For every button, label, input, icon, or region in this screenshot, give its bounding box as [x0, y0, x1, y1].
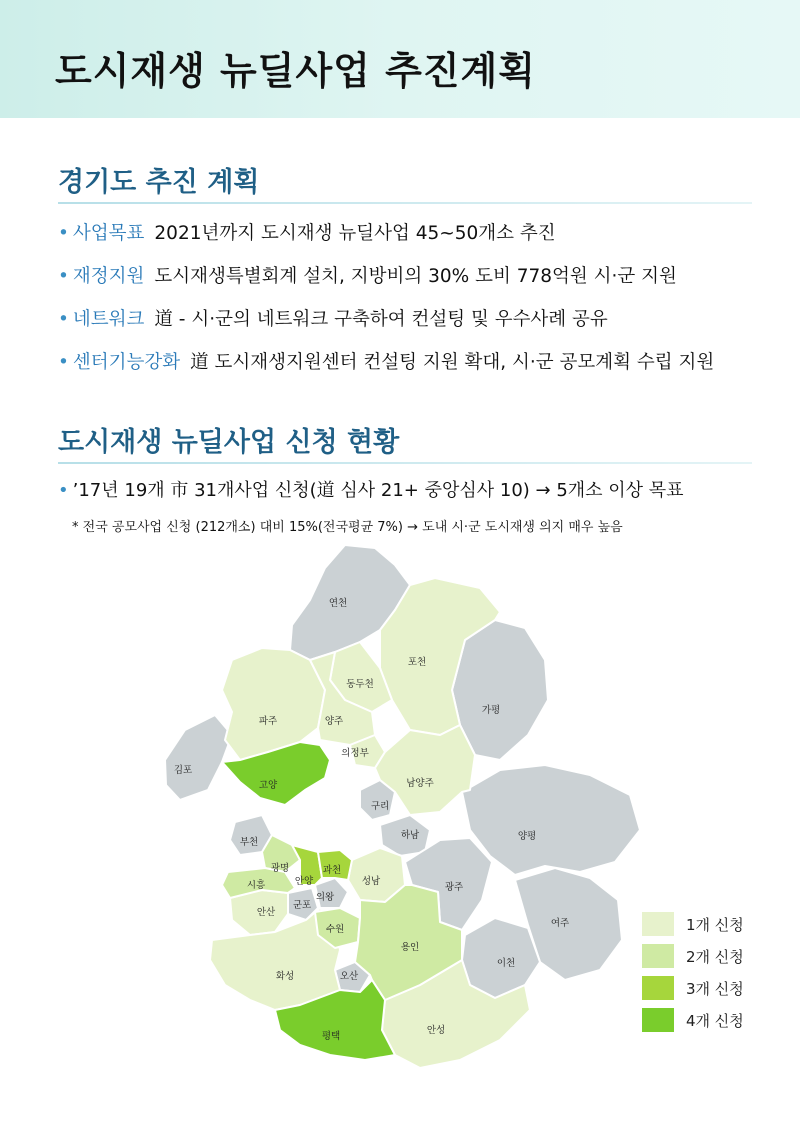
- header-banner: [0, 0, 800, 118]
- label-hanam: 하남: [400, 830, 420, 841]
- plan-item-label: 센터기능강화: [72, 352, 181, 373]
- legend-item: [642, 940, 744, 972]
- gyeonggi-map: [160, 540, 680, 1100]
- legend-item: [642, 972, 744, 1004]
- label-bucheon: 부천: [239, 837, 259, 848]
- label-anseong: 안성: [426, 1025, 446, 1036]
- label-yeoncheon: 연천: [328, 598, 348, 609]
- legend-item: [642, 908, 744, 940]
- status-section-divider: [58, 462, 752, 464]
- label-goyang: 고양: [258, 780, 278, 791]
- label-yeoju: 여주: [550, 918, 570, 929]
- legend-swatch: [642, 1008, 674, 1032]
- legend-swatch: [642, 976, 674, 1000]
- label-paju: 파주: [258, 716, 278, 727]
- label-uijeongbu: 의정부: [341, 748, 369, 759]
- status-section-title: 도시재생 뉴딜사업 신청 현황: [58, 427, 400, 458]
- bullet-icon: •: [58, 266, 69, 287]
- label-yangpyeong: 양평: [517, 831, 537, 842]
- plan-item-text: 道 - 시·군의 네트워크 구축하여 컨설팅 및 우수사례 공유: [154, 309, 608, 330]
- plan-item-goal: [58, 219, 556, 245]
- label-hwaseong: 화성: [275, 971, 295, 982]
- label-siheung: 시흥: [246, 880, 266, 891]
- plan-item-text: 道 도시재생지원센터 컨설팅 지원 확대, 시·군 공모계획 수립 지원: [190, 352, 715, 373]
- plan-item-center: [58, 348, 714, 374]
- page-title: 도시재생 뉴딜사업 추진계획: [55, 49, 536, 93]
- bullet-icon: •: [58, 309, 69, 330]
- label-guri: 구리: [370, 801, 390, 812]
- label-uiwang: 의왕: [315, 892, 335, 903]
- plan-item-finance: [58, 262, 677, 288]
- label-pyeongtaek: 평택: [321, 1031, 341, 1042]
- label-dongducheon: 동두천: [346, 679, 374, 690]
- plan-item-label: 네트워크: [72, 309, 145, 330]
- plan-item-text: 2021년까지 도시재생 뉴딜사업 45~50개소 추진: [154, 223, 556, 244]
- legend-label: 1개 신청: [686, 915, 744, 934]
- label-ansan: 안산: [256, 907, 276, 918]
- legend-swatch: [642, 912, 674, 936]
- label-gapyeong: 가평: [481, 705, 501, 716]
- label-anyang: 안양: [294, 876, 314, 887]
- plan-item-network: [58, 305, 608, 331]
- plan-item-text: 도시재생특별회계 설치, 지방비의 30% 도비 778억원 시·군 지원: [154, 266, 677, 287]
- legend-label: 2개 신청: [686, 947, 744, 966]
- label-icheon: 이천: [496, 958, 516, 969]
- status-main-item: [58, 476, 684, 502]
- bullet-icon: •: [58, 223, 69, 244]
- status-main-text: ’17년 19개 市 31개사업 신청(道 심사 21+ 중앙심사 10) → 5개소 이상 목표: [72, 480, 684, 501]
- region-gimpo: [165, 715, 232, 800]
- label-gimpo: 김포: [173, 765, 193, 776]
- label-gwangju: 광주: [444, 882, 464, 893]
- label-suwon: 수원: [325, 924, 345, 935]
- legend-label: 4개 신청: [686, 1011, 744, 1030]
- label-yongin: 용인: [400, 942, 420, 953]
- label-seongnam: 성남: [361, 876, 381, 887]
- plan-item-label: 사업목표: [72, 223, 145, 244]
- plan-section-title: 경기도 추진 계획: [58, 167, 260, 198]
- plan-item-label: 재정지원: [72, 266, 145, 287]
- map-svg: [160, 540, 680, 1100]
- bullet-icon: •: [58, 480, 69, 501]
- label-gwangmyeong: 광명: [270, 863, 290, 874]
- label-pocheon: 포천: [407, 657, 427, 668]
- legend-item: [642, 1004, 744, 1036]
- legend-swatch: [642, 944, 674, 968]
- label-gunpo: 군포: [292, 900, 312, 911]
- map-legend: [642, 908, 744, 1036]
- bullet-icon: •: [58, 352, 69, 373]
- legend-label: 3개 신청: [686, 979, 744, 998]
- label-gwacheon: 과천: [322, 865, 342, 876]
- label-yangju: 양주: [324, 716, 344, 727]
- label-osan: 오산: [339, 971, 359, 982]
- status-note: * 전국 공모사업 신청 (212개소) 대비 15%(전국평균 7%) → 도내 시·군 도시재생 의지 매우 높음: [72, 520, 623, 535]
- label-namyangju: 남양주: [406, 778, 434, 789]
- plan-section-divider: [58, 202, 752, 204]
